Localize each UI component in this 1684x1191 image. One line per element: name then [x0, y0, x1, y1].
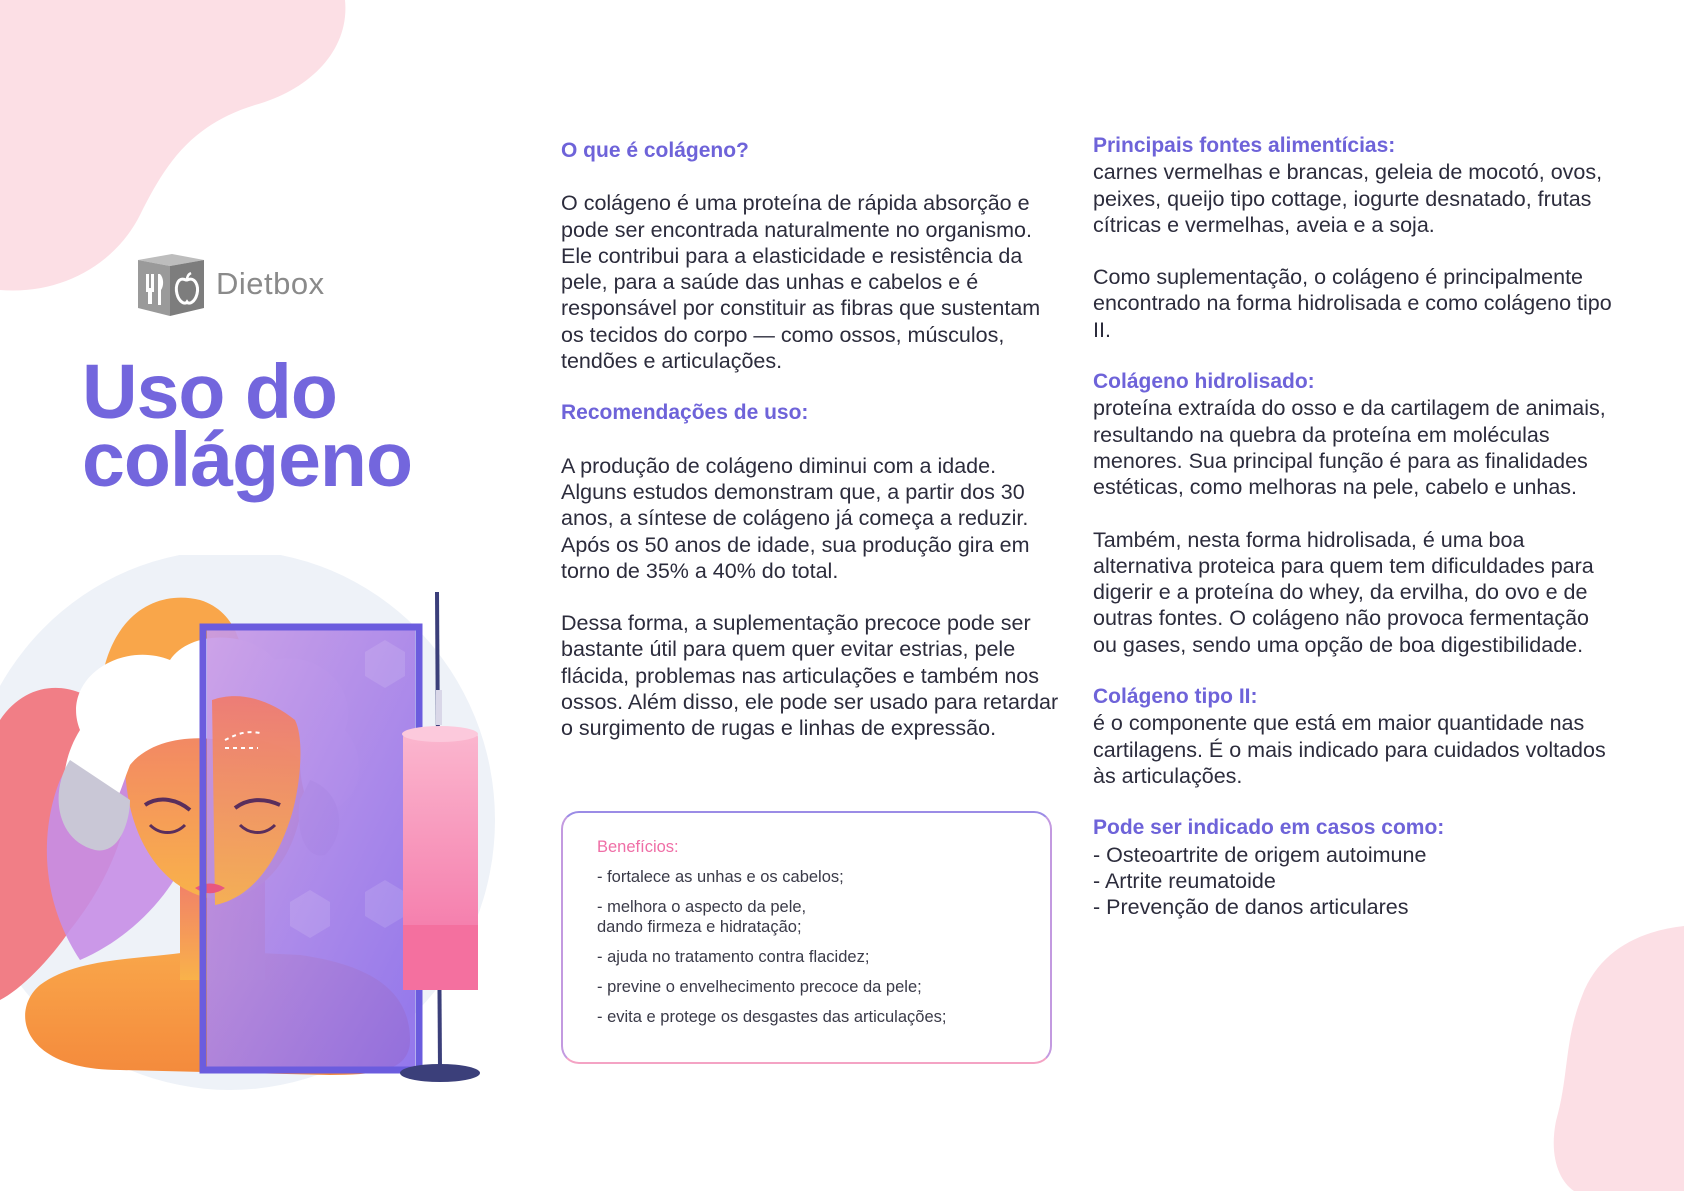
section-heading-recommendations: Recomendações de uso:: [561, 401, 809, 425]
benefit-item: - ajuda no tratamento contra flacidez;: [597, 948, 870, 966]
section-text-what-is: O colágeno é uma proteína de rápida absorção e pode ser encontrada naturalmente no organismo. Ele contribui para a elasticidade e resistência da pele, para a saúde das unhas e cabelos e é responsável por constituir as fibras que sustentam os tecidos do corpo — como ossos, músculos, tendões e articulações.: [561, 191, 1041, 374]
brand-name: Dietbox: [216, 266, 325, 301]
box-fork-knife-apple-icon: [134, 250, 206, 318]
section-heading-type-ii: Colágeno tipo II:: [1093, 685, 1258, 709]
title-line-1: Uso do: [82, 349, 337, 435]
section-text-hydrolyzed-1: proteína extraída do osso e da cartilagem de animais, resultando na quebra da proteína em moléculas menores. Sua principal função é para as finalidades estéticas, como melhoras na pele, cabelo e unhas.: [1093, 396, 1606, 500]
indication-item: - Artrite reumatoide: [1093, 868, 1276, 893]
indication-item: - Prevenção de danos articulares: [1093, 895, 1409, 920]
decorative-blob-bottom-right: [1544, 926, 1684, 1191]
right-text-column: [1093, 133, 1613, 920]
title-line-2: colágeno: [82, 417, 413, 503]
section-text-hydrolyzed-2: Também, nesta forma hidrolisada, é uma boa alternativa proteica para quem tem dificuldades para digerir e a proteína do whey, da ervilha, do ovo e de outras fontes. O colágeno não provoca fermentação ou gases, sendo uma opção de boa digestibilidade.: [1093, 527, 1594, 657]
section-heading-what-is: O que é colágeno?: [561, 139, 749, 162]
brand-logo: [134, 250, 325, 318]
benefit-item: - melhora o aspecto da pele, dando firmeza e hidratação;: [597, 898, 807, 936]
section-heading-food-sources: Principais fontes alimentícias:: [1093, 134, 1396, 157]
section-text-recommendations-1: A produção de colágeno diminui com a idade. Alguns estudos demonstram que, a partir dos 30 anos, a síntese de colágeno já começa a reduzir. Após os 50 anos de idade, sua produção gira em torno de 35% a 40% do total.: [561, 453, 1030, 583]
section-heading-hydrolyzed: Colágeno hidrolisado:: [1093, 370, 1315, 394]
benefit-item: - previne o envelhecimento precoce da pele;: [597, 978, 922, 996]
woman-mirror-syringe-illustration: [0, 555, 500, 1115]
section-text-food-sources: carnes vermelhas e brancas, geleia de mocotó, ovos, peixes, queijo tipo cottage, iogurte desnatado, frutas cítricas e vermelhas, aveia e a soja.: [1093, 160, 1603, 237]
indication-item: - Osteoartrite de origem autoimune: [1093, 842, 1427, 867]
benefits-title: Benefícios:: [597, 838, 679, 856]
benefits-box: [561, 811, 1052, 1064]
benefit-item: - fortalece as unhas e os cabelos;: [597, 868, 844, 886]
page-title: [82, 349, 413, 503]
section-text-type-ii: é o componente que está em maior quantidade nas cartilagens. É o mais indicado para cuidados voltados às articulações.: [1093, 711, 1606, 788]
benefit-item: - evita e protege os desgastes das articulações;: [597, 1008, 947, 1026]
section-text-supplementation: Como suplementação, o colágeno é principalmente encontrado na forma hidrolisada e como colágeno tipo II.: [1093, 265, 1612, 342]
section-text-recommendations-2: Dessa forma, a suplementação precoce pode ser bastante útil para quem quer evitar estrias, pele flácida, problemas nas articulações e também nos ossos. Além disso, ele pode ser usado para retardar o surgimento de rugas e linhas de expressão.: [561, 611, 1059, 741]
section-heading-indications: Pode ser indicado em casos como:: [1093, 816, 1445, 840]
left-text-column: [561, 138, 1061, 742]
